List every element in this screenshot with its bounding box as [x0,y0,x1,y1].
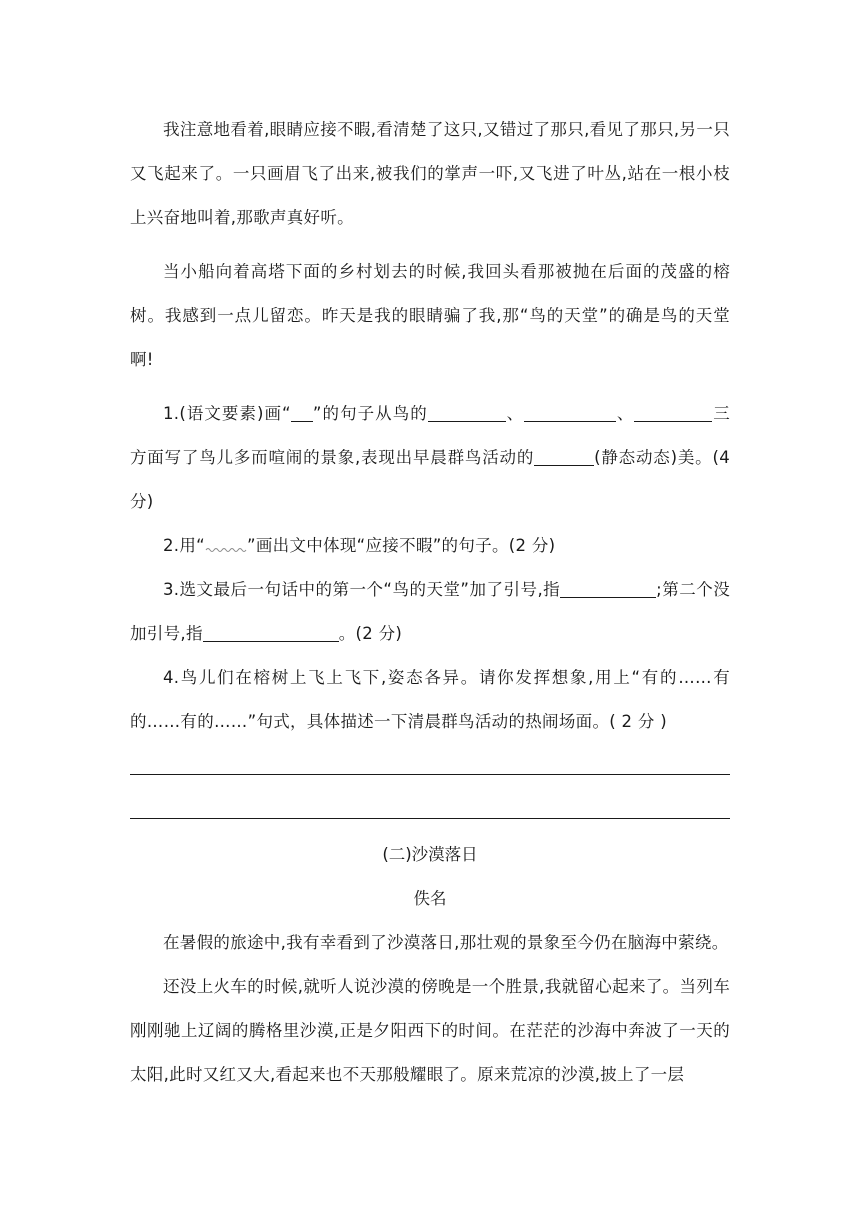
answer-line-1[interactable] [130,774,730,775]
question-1-blank-2[interactable] [524,403,616,422]
question-2 [130,524,730,568]
question-3-text-c: 。(2 分) [338,624,403,643]
question-4: 4.鸟儿们在榕树上飞上飞下,姿态各异。请你发挥想象,用上“有的……有的……有的……”句式，具体描述一下清晨群鸟活动的热闹场面。( 2 分 ) [130,668,730,731]
question-1-blank-4[interactable] [534,447,594,466]
answer-line-2[interactable] [130,818,730,819]
document-page [130,108,730,1097]
passage1-paragraph-2: 当小船向着高塔下面的乡村划去的时候,我回头看那被抛在后面的茂盛的榕树。我感到一点儿留恋。昨天是我的眼睛骗了我,那“鸟的天堂”的确是鸟的天堂啊! [130,262,730,369]
question-3-blank-1[interactable] [560,579,656,598]
wavy-line-mark [205,539,247,553]
question-1-text-c: 三方面写了鸟儿多而喧闹的景象,表现出早晨群鸟活动的 [130,404,731,467]
question-1-blank-3[interactable] [634,403,712,422]
question-3-blank-2[interactable] [203,623,339,642]
question-2-text-a: 2.用“ [163,536,205,555]
passage2-paragraph-2: 还没上火车的时候,就听人说沙漠的傍晚是一个胜景,我就留心起来了。当列车刚刚驰上辽阔的腾格里沙漠,正是夕阳西下的时间。在茫茫的沙海中奔波了一天的太阳,此时又红又大,看起来也不天那般耀眼了。原来荒凉的沙漠,披上了一层 [130,977,730,1084]
question-3 [130,568,730,656]
question-3-text-a: 3.选文最后一句话中的第一个“鸟的天堂”加了引号,指 [163,580,561,599]
question-3-text-b: ;第二个没加引号,指 [130,580,730,643]
passage2-title: (二)沙漠落日 [382,845,478,864]
question-1-text-d: (静态动态)美。(4分) [130,448,730,511]
question-1-text-b: ”的句子从鸟的 [312,404,428,423]
passage1-paragraph-1: 我注意地看着,眼睛应接不暇,看清楚了这只,又错过了那只,看见了那只,另一只又飞起来了。一只画眉飞了出来,被我们的掌声一吓,又飞进了叶丛,站在一根小枝上兴奋地叫着,那歌声真好听。 [130,120,730,227]
passage2-paragraph-1: 在暑假的旅途中,我有幸看到了沙漠落日,那壮观的景象至今仍在脑海中萦绕。 [163,933,729,952]
question-1-text-a: 1.(语文要素)画“ [163,404,291,423]
question-1-sep-1: 、 [505,404,525,423]
question-2-text-b: ”画出文中体现“应接不暇”的句子。(2 分) [247,536,556,555]
question-1-blank-1[interactable] [428,403,506,422]
question-1-line-mark [291,403,313,422]
question-1 [130,392,730,524]
question-1-sep-2: 、 [616,404,635,423]
passage2-author: 佚名 [413,889,447,908]
